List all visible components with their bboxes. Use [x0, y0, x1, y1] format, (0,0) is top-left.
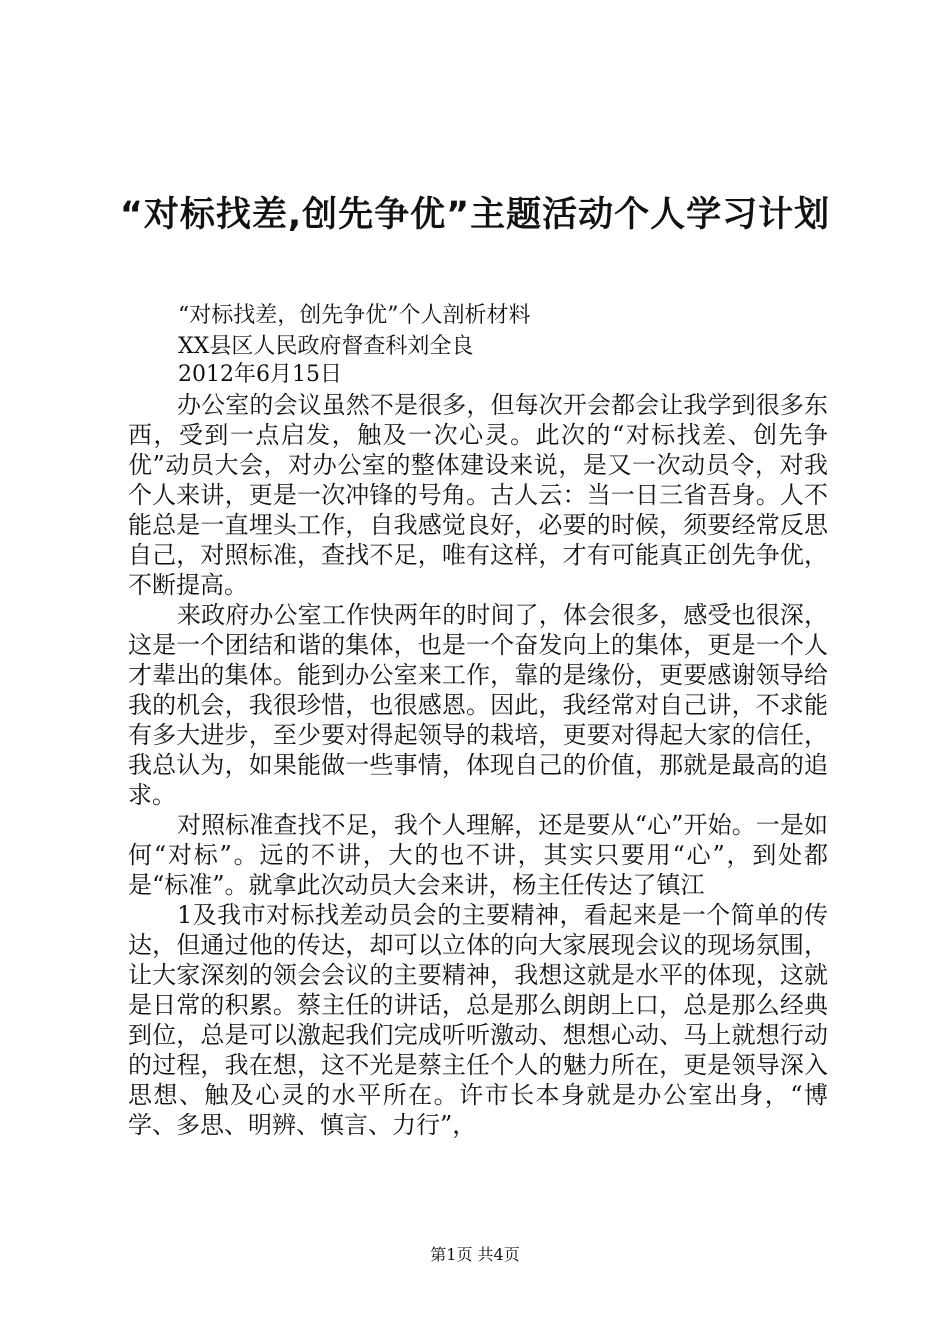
page-number-footer: 第1页 共4页: [430, 1245, 520, 1264]
paragraph: 1及我市对标找差动员会的主要精神，看起来是一个简单的传达，但通过他的传达，却可以立体的向大家展现会议的现场氛围，让大家深刻的领会会议的主要精神，我想这就是水平的体现，这就是日常的积累。蔡主任的讲话，总是那么朗朗上口，总是那么经典到位，总是可以激起我们完成听听激动、想想心动、马上就想行动的过程，我在想，这不光是蔡主任个人的魅力所在，更是领导深入思想、触及心灵的水平所在。许市长本身就是办公室出身，“博学、多思、明辨、慎言、力行”，: [128, 901, 828, 1139]
document-author: XX县区人民政府督查科刘全良: [178, 334, 474, 359]
document-date: 2012年6月15日: [178, 362, 342, 387]
document-body: [128, 390, 828, 1140]
document-subtitle: “对标找差，创先争优”个人剖析材料: [178, 303, 531, 328]
paragraph: 办公室的会议虽然不是很多，但每次开会都会让我学到很多东西，受到一点启发，触及一次心灵。此次的“对标找差、创先争优”动员大会，对办公室的整体建设来说，是又一次动员令，对我个人来讲，更是一次冲锋的号角。古人云：当一日三省吾身。人不能总是一直埋头工作，自我感觉良好，必要的时候，须要经常反思自己，对照标准，查找不足，唯有这样，才有可能真正创先争优，不断提高。: [128, 391, 828, 599]
paragraph: 来政府办公室工作快两年的时间了，体会很多，感受也很深，这是一个团结和谐的集体，也是一个奋发向上的集体，更是一个人才辈出的集体。能到办公室来工作，靠的是缘份，更要感谢领导给我的机会，我很珍惜，也很感恩。因此，我经常对自己讲，不求能有多大进步，至少要对得起领导的栽培，更要对得起大家的信任，我总认为，如果能做一些事情，体现自己的价值，那就是最高的追求。: [128, 601, 828, 809]
paragraph: 对照标准查找不足，我个人理解，还是要从“心”开始。一是如何“对标”。远的不讲，大的也不讲，其实只要用“心”，到处都是“标准”。就拿此次动员大会来讲，杨主任传达了镇江: [128, 811, 828, 899]
document-title: “对标找差,创先争优”主题活动个人学习计划: [119, 195, 831, 235]
